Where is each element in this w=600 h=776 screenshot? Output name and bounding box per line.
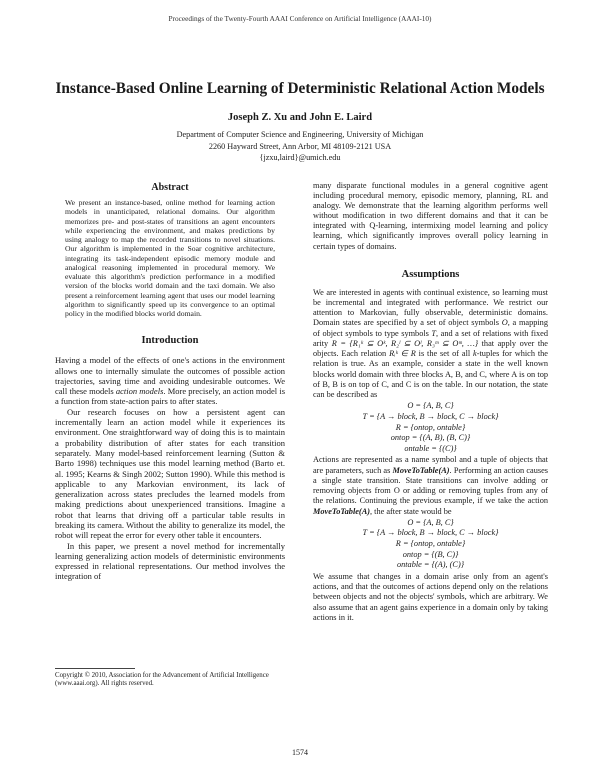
intro-paragraph-3: In this paper, we present a novel method for incrementally learning generalizing action models of deterministic environments expressed in relational representations. Our method involves the integration of: [55, 540, 285, 582]
affiliation: [0, 129, 600, 164]
symbol-k: k: [473, 349, 477, 359]
equation-line: R = {ontop, ontable}: [395, 539, 466, 549]
affiliation-email: {jzxu,laird}@umich.edu: [259, 153, 341, 162]
page-number: 1574: [292, 748, 308, 757]
equation-line: O = {A, B, C}: [407, 401, 454, 411]
assumptions-section: [313, 269, 548, 623]
equation-line: T = {A → block, B → block, C → block}: [362, 412, 499, 421]
equation-line: ontop = {(B, C)}: [402, 549, 459, 559]
intro-paragraph-1: [55, 355, 285, 406]
abstract-heading: Abstract: [151, 182, 189, 193]
intro-p1-a: Having a model of the effects of one's actions in the environment allows one to internally simulate the outcomes of possible action trajectories, saving time and avoiding undesirable outcomes. We call these models: [55, 355, 285, 397]
assumptions-heading: Assumptions: [401, 268, 460, 280]
proceedings-header: Proceedings of the Twenty-Fourth AAAI Conference on Artificial Intelligence (AAAI-10): [168, 14, 432, 23]
state-equations-before: [313, 401, 548, 454]
intro-p1-b: . More precisely, an action model is a function from state-action pairs to after states.: [55, 386, 285, 407]
left-column: [55, 182, 285, 582]
right-column: [313, 181, 548, 623]
abstract-section: [55, 182, 285, 318]
equation-line: O = {A, B, C}: [407, 517, 454, 527]
affiliation-address: 2260 Hayward Street, Ann Arbor, MI 48109-2121 USA: [208, 141, 392, 151]
assump-p1-d: that apply over the objects. Each relation: [313, 338, 548, 359]
affiliation-dept: Department of Computer Science and Engineering, University of Michigan: [176, 130, 424, 139]
introduction-section: [55, 335, 285, 582]
assump-p2-a: Actions are represented as a name symbol and a tuple of objects that are parameters, such as: [313, 455, 548, 475]
intro-p1-em: action models: [115, 386, 164, 397]
equation-line: ontable = {(C)}: [404, 443, 457, 453]
copyright-footnote: Copyright © 2010, Association for the Advancement of Artificial Intelligence (www.aaai.org). All rights reserved.: [55, 672, 269, 688]
paper-title: Instance-Based Online Learning of Deterministic Relational Action Models: [55, 80, 545, 97]
authors: Joseph Z. Xu and John E. Laird: [227, 112, 373, 123]
assump-p1-f: -tuples for which the relation is true. As an example, consider a state in the well known blocks world domain with three blocks A, B, and C, where A is on top of B, B is on top of C, and C is on the table. In our notation, the state can be described as: [313, 349, 548, 400]
intro-paragraph-2: Our research focuses on how a persistent agent can incrementally learn an action model while it experiences its environment. One straightforward way of doing this is to maintain a probability distribution of after states for each transition separately. Many model-based reinforcement learning (Sutton & Barto 1998) techniques use this model learning method (Barto et. al. 1995; Kearns & Singh 2002; Sutton 1990). While this method is applicable to any Markovian environment, its lack of generalization across states precludes the learned models from making predictions about unexperienced transitions. Imagine a robot that learns that driving off a particular table results in breaking its camera. Without the ability to generalize its model, the robot will repeat the error for every other table it encounters.: [55, 406, 285, 541]
action-term: MoveToTable(A): [392, 465, 450, 475]
relation-set: R = {R₁ᵏ ⊆ Oᵏ, R₂ˡ ⊆ Oˡ, R₃ᵐ ⊆ Oᵐ, …}: [331, 338, 479, 348]
state-equations-after: [313, 518, 548, 571]
assump-p1-a: We are interested in agents with continual existence, so learning must be incremental and integrated with performance. We restrict our attention to Markovian, fully observable, deterministic domains. Domain states are specified by a set of object symbols: [313, 287, 548, 328]
footnote-divider: [55, 668, 135, 669]
equation-line: ontop = {(A, B), (B, C)}: [390, 433, 471, 443]
assump-p1-e: is the set of all: [415, 349, 474, 359]
assump-p2-c: , the after state would be: [370, 506, 452, 516]
assumptions-paragraph-2: [313, 455, 548, 517]
assump-p2-b: . Performing an action causes a single state transition. State transitions can involve adding or removing objects from O or adding or removing tuples from any of the relations. Continuing the previous example, if we take the action: [313, 465, 548, 506]
intro-continuation: many disparate functional modules in a general cognitive agent including procedural memory, episodic memory, planning, RL and analogy. We demonstrate that the learning algorithm performs well without modification in two different domains and that it can be integrated with Q-learning, intermixing model learning and policy learning, which significantly improves overall policy learning in certain types of domains.: [313, 181, 548, 251]
abstract-text: We present an instance-based, online method for learning action models in unanticipated, relational domains. Our algorithm memorizes pre- and post-states of transitions an agent encounters while experiencing the environment, and makes predictions by using analogy to map the recorded transitions to novel situations. Our algorithm is implemented in the Soar cognitive architecture, integrating its task-independent episodic memory module and analogical reasoning implemented in procedural memory. We evaluate this algorithm's prediction performance in a modified version of the blocks world domain and the taxi domain. We also present a reinforcement learning agent that uses our model learning algorithm to significantly speed up its convergence to an optimal policy in the modified blocks world domain.: [65, 198, 275, 318]
action-term: MoveToTable(A): [313, 506, 370, 516]
introduction-heading: Introduction: [141, 335, 199, 347]
relation-member: Rᵢᵏ ∈ R: [389, 349, 416, 359]
equation-line: ontable = {(A), (C)}: [396, 560, 465, 570]
assump-p1-b: , a mapping of object symbols to type symbols: [313, 318, 548, 338]
assumptions-paragraph-3: We assume that changes in a domain arise only from an agent's actions, and that the outcomes of actions depend only on the relations between objects and not the objects' symbols, which are arbitrary. We also assume that an agent gains experience in a domain only by taking actions in it.: [313, 571, 548, 622]
symbol-T: T: [431, 328, 437, 338]
equation-line: T = {A → block, B → block, C → block}: [362, 528, 499, 538]
assump-p1-c: , and a set of relations with fixed arity: [313, 328, 548, 348]
symbol-O: O: [501, 318, 508, 328]
equation-line: R = {ontop, ontable}: [395, 422, 466, 432]
assumptions-paragraph-1: [313, 288, 548, 401]
